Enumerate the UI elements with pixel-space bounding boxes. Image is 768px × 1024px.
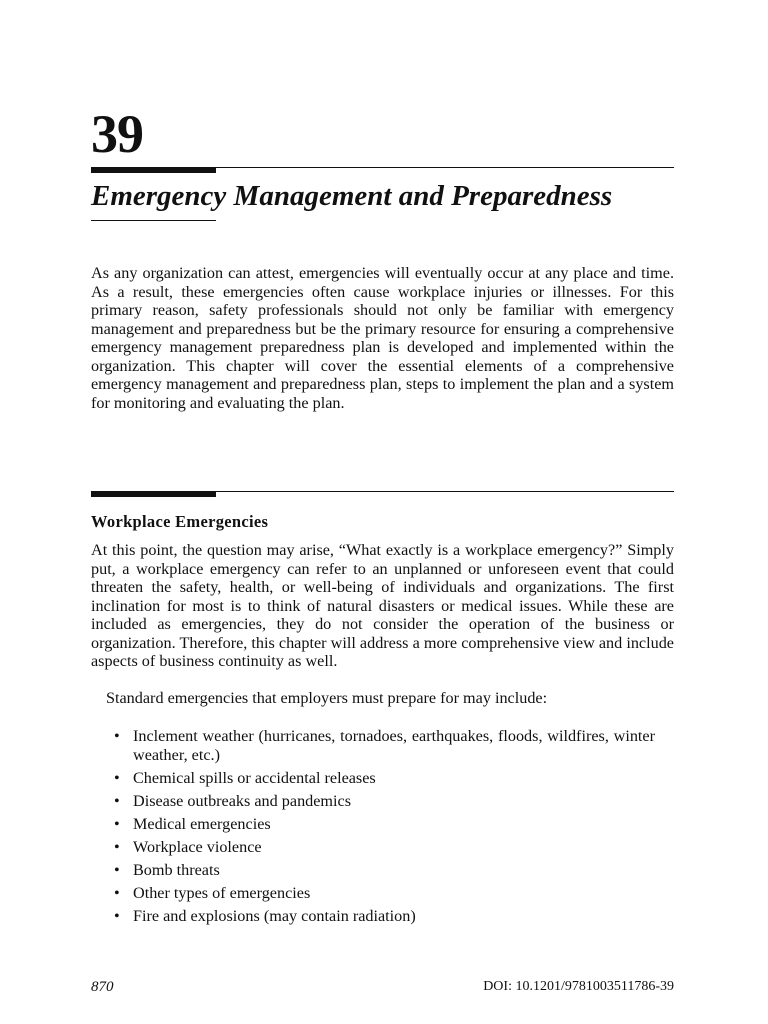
chapter-rule-thin [91, 167, 674, 168]
bullet-icon: • [114, 860, 120, 879]
bullet-icon: • [114, 791, 120, 810]
bullet-icon: • [114, 814, 120, 833]
list-item: • Fire and explosions (may contain radiation) [114, 907, 416, 926]
page-number: 870 [91, 979, 114, 995]
section-paragraph: At this point, the question may arise, “What exactly is a workplace emergency?” Simply put, a workplace emergency can refer to an unplanned or unforeseen event that could threaten the safety, health, or well-being of individuals and organizations. The first inclination for most is to think of natural disasters or medical issues. While these are included as emergencies, they do not consider the operation of the business or organization. Therefore, this chapter will address a more comprehensive view and include aspects of business continuity as well. [91, 541, 674, 670]
list-item: • Bomb threats [114, 860, 220, 879]
bullet-icon: • [114, 837, 120, 856]
chapter-number: 39 [91, 104, 143, 164]
chapter-title-underline [91, 220, 216, 221]
section-heading: Workplace Emergencies [91, 512, 269, 531]
emergency-list [107, 727, 655, 930]
list-item: • Inclement weather (hurricanes, tornadoes, earthquakes, floods, wildfires, winter weather, etc.) [114, 727, 655, 764]
bullet-icon: • [114, 884, 120, 903]
doi-label: DOI: 10.1201/9781003511786-39 [483, 979, 674, 994]
bullet-icon: • [114, 727, 120, 745]
list-item: • Workplace violence [114, 837, 262, 856]
list-item: • Chemical spills or accidental releases [114, 768, 376, 787]
list-item: • Other types of emergencies [114, 884, 311, 903]
list-item: • Medical emergencies [114, 814, 271, 833]
list-lead: Standard emergencies that employers must prepare for may include: [106, 689, 548, 707]
bullet-icon: • [114, 768, 120, 787]
chapter-title: Emergency Management and Preparedness [91, 180, 613, 212]
intro-paragraph: As any organization can attest, emergencies will eventually occur at any place and time. As a result, these emergencies often cause workplace injuries or illnesses. For this primary reason, safety professionals should not only be familiar with emergency management and preparedness but be the primary resource for ensuring a comprehensive emergency management preparedness plan is developed and implemented within the organization. This chapter will cover the essential elements of a comprehensive emergency management and preparedness plan, steps to implement the plan and a system for monitoring and evaluating the plan. [91, 264, 674, 412]
section-rule-thin [91, 491, 674, 492]
bullet-icon: • [114, 907, 120, 926]
list-item: • Disease outbreaks and pandemics [114, 791, 352, 810]
